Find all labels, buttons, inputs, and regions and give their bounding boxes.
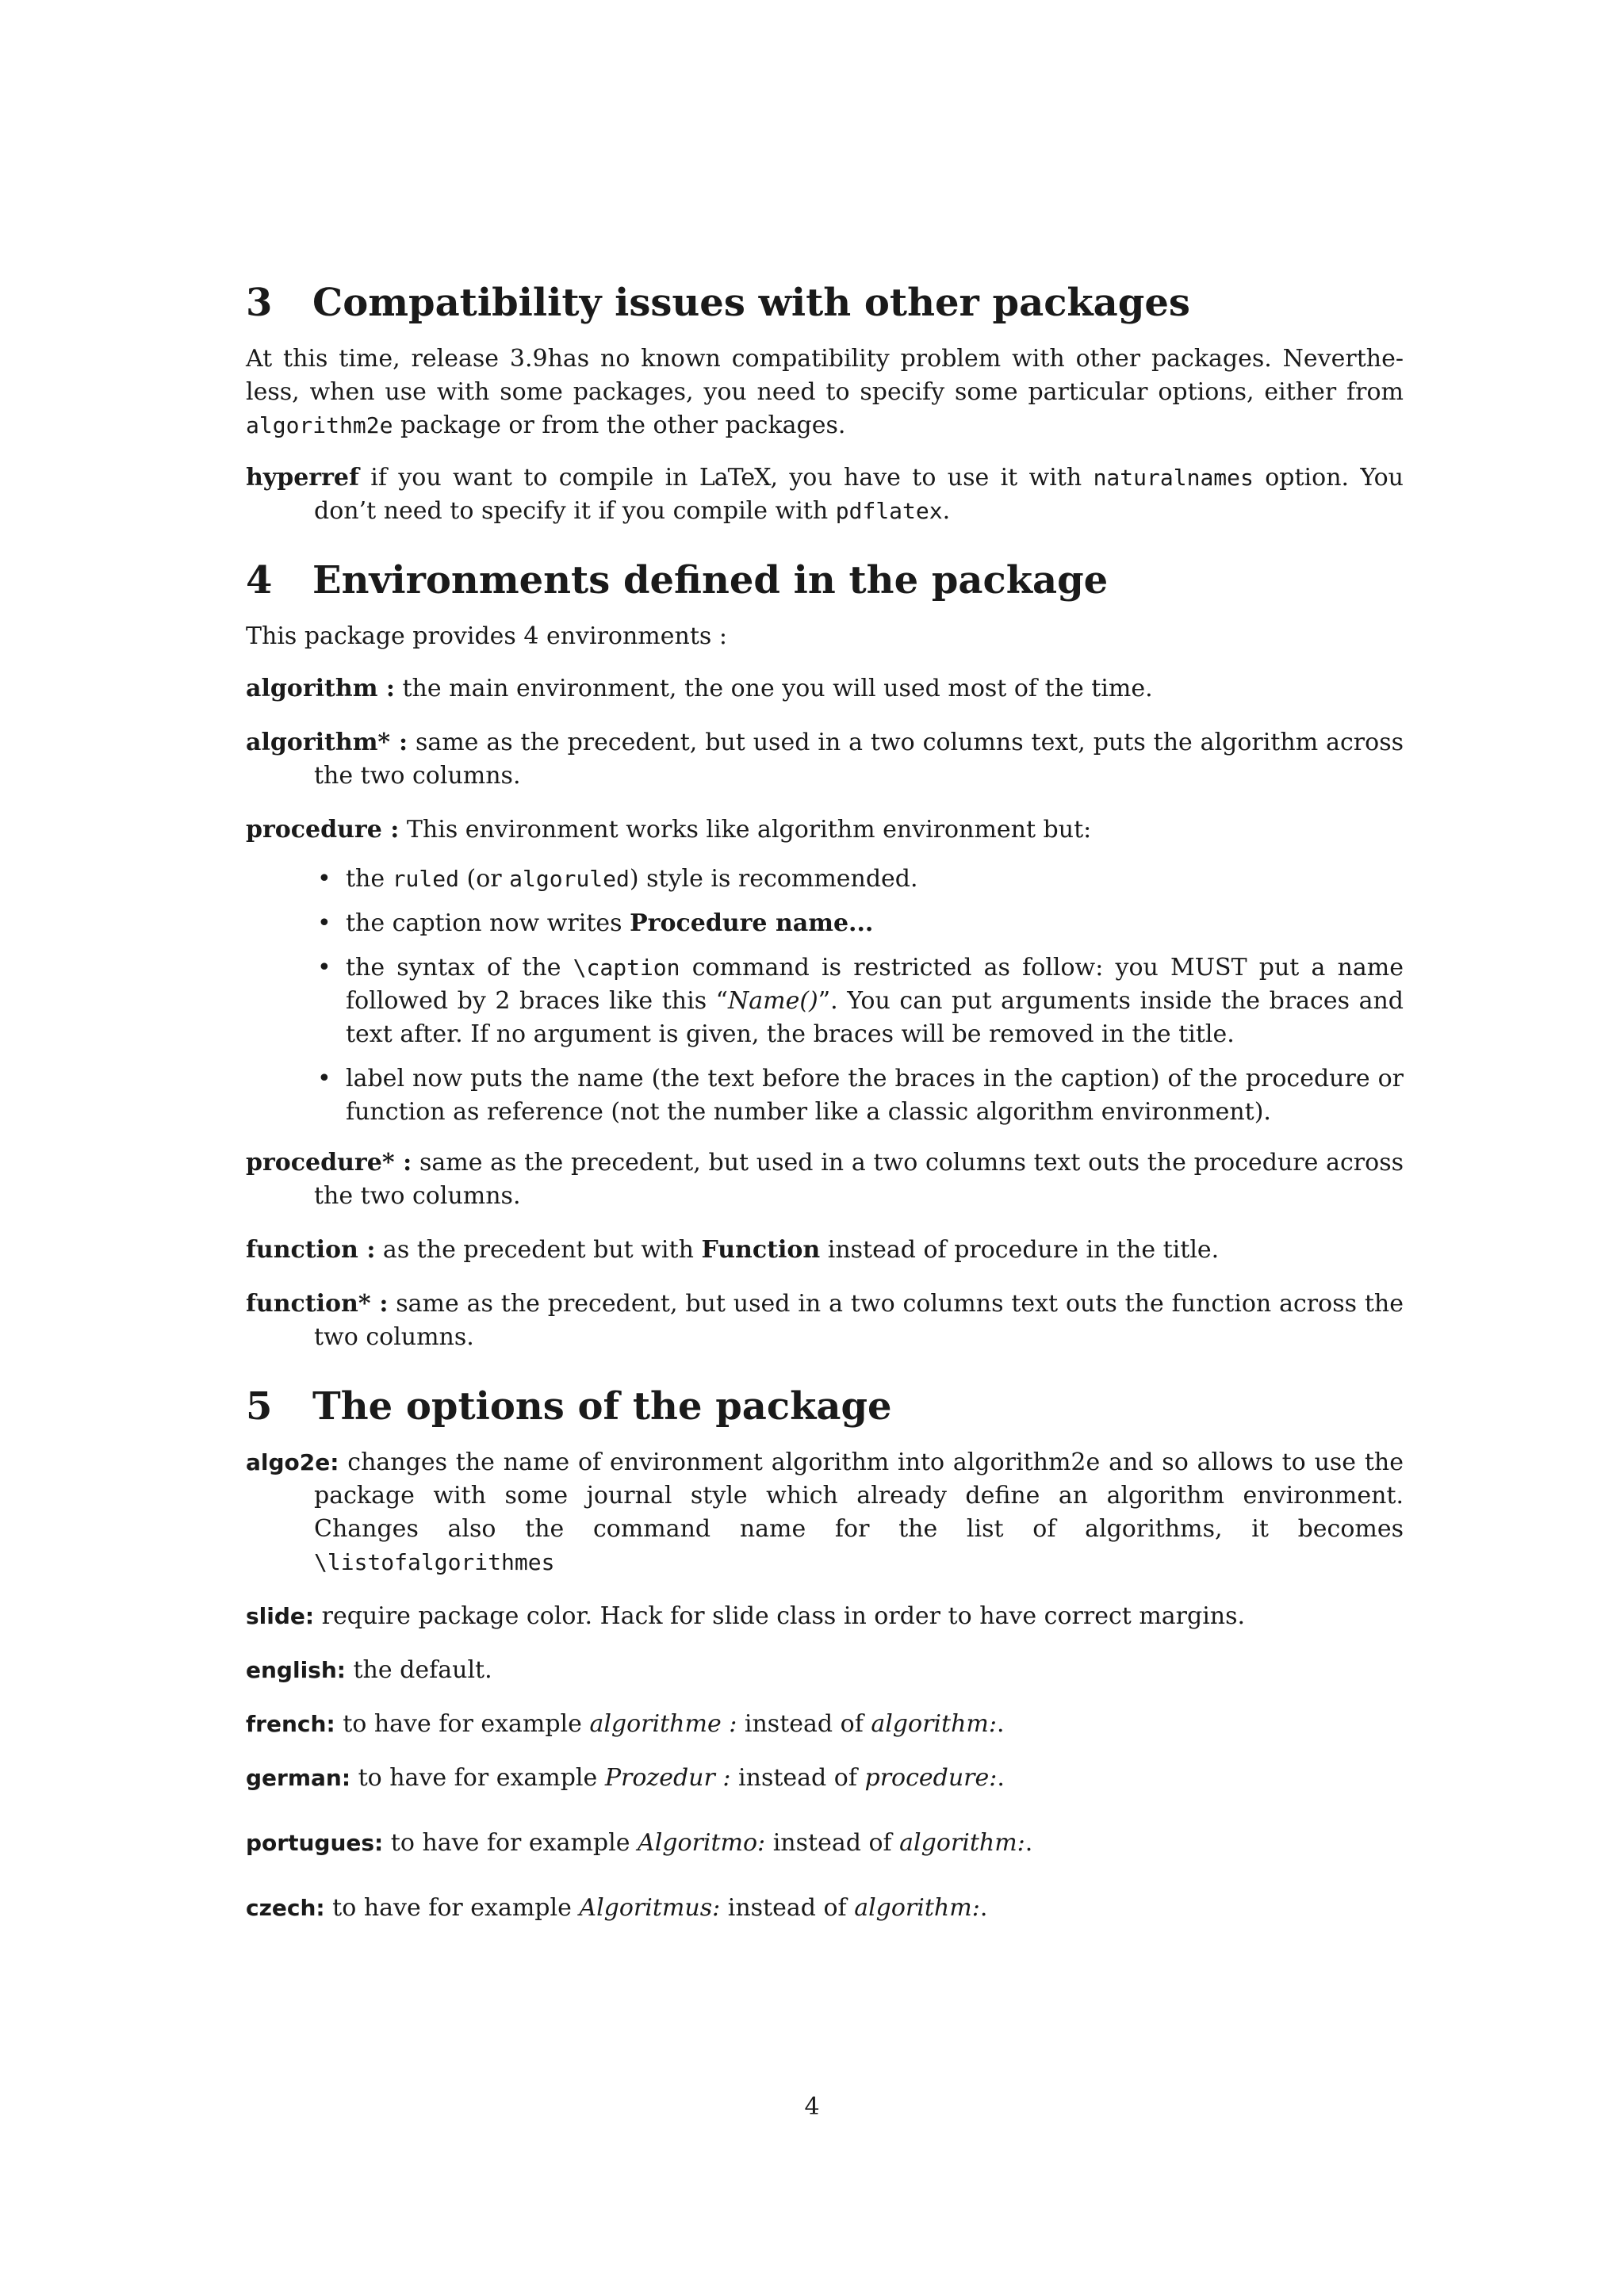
text: . bbox=[997, 1764, 1005, 1792]
term: procedure* : bbox=[246, 1149, 412, 1177]
description: same as the precedent, but used in a two columns text outs the function across the two columns. bbox=[314, 1290, 1404, 1351]
bold-text: Procedure name... bbox=[630, 909, 874, 937]
italic-text: algorithm: bbox=[899, 1829, 1025, 1857]
section-title: Environments defined in the package bbox=[312, 558, 1109, 603]
section-5-heading bbox=[246, 1383, 1404, 1430]
text: ) style is recommended. bbox=[629, 865, 918, 893]
section-3-heading bbox=[246, 279, 1404, 327]
text: instead of bbox=[737, 1710, 871, 1738]
italic-text: Prozedur : bbox=[604, 1764, 731, 1792]
term: function : bbox=[246, 1236, 376, 1264]
description: the default. bbox=[345, 1656, 492, 1684]
italic-text: algorithme : bbox=[589, 1710, 737, 1738]
text: command is restricted as follow: you MUST put a name followed by 2 braces like this “ bbox=[346, 954, 1404, 1015]
algo2e-option bbox=[246, 1446, 1404, 1579]
italic-text: Algoritmo: bbox=[638, 1829, 766, 1857]
text: package or from the other packages. bbox=[393, 411, 846, 439]
term: hyperref bbox=[246, 464, 359, 492]
code-text: pdflatex bbox=[835, 498, 943, 524]
description: same as the precedent, but used in a two columns text outs the procedure across the two columns. bbox=[314, 1149, 1404, 1210]
text: (or bbox=[458, 865, 510, 893]
list-item bbox=[346, 907, 1404, 940]
procedure-bullet-list bbox=[246, 863, 1404, 1129]
code-text: \listofalgorithmes bbox=[314, 1549, 555, 1575]
english-option bbox=[246, 1654, 1404, 1687]
section-4-heading bbox=[246, 557, 1404, 604]
algorithm-star-item bbox=[246, 726, 1404, 793]
algorithm-item bbox=[246, 672, 1404, 706]
description: This environment works like algorithm environment but: bbox=[399, 816, 1092, 844]
description: same as the precedent, but used in a two columns text, puts the algorithm across the two columns. bbox=[314, 729, 1404, 790]
code-text: algorithm2e bbox=[246, 412, 393, 438]
compat-paragraph bbox=[246, 342, 1404, 442]
procedure-star-item bbox=[246, 1146, 1404, 1213]
section-number: 3 bbox=[246, 281, 273, 325]
function-star-item bbox=[246, 1288, 1404, 1354]
code-text: algoruled bbox=[509, 866, 630, 892]
code-text: ruled bbox=[392, 866, 459, 892]
text: if you want to compile in bbox=[358, 464, 699, 492]
section-title: The options of the package bbox=[312, 1384, 892, 1429]
bold-text: Function bbox=[701, 1236, 821, 1264]
text: . bbox=[979, 1894, 988, 1922]
french-option bbox=[246, 1708, 1404, 1741]
section-title: Compatibility issues with other packages bbox=[312, 281, 1190, 325]
text: the syntax of the bbox=[346, 954, 573, 982]
text: , you have to use it with bbox=[770, 464, 1094, 492]
latex-logo: LaTeX bbox=[699, 464, 771, 492]
term: procedure : bbox=[246, 816, 400, 844]
code-text: naturalnames bbox=[1093, 465, 1254, 491]
portugues-option bbox=[246, 1827, 1404, 1860]
description: changes the name of environment algorithm into algorithm2e and so allows to use the package with some journal style which already define an algorithm environment. Changes also the command name for the list of algorithms, it becomes bbox=[314, 1448, 1404, 1543]
italic-text: Algoritmus: bbox=[579, 1894, 721, 1922]
list-item bbox=[346, 951, 1404, 1051]
czech-option bbox=[246, 1892, 1404, 1925]
text: instead of bbox=[730, 1764, 865, 1792]
term: function* : bbox=[246, 1290, 389, 1318]
environments-intro: This package provides 4 environments : bbox=[246, 622, 727, 650]
term: portugues: bbox=[246, 1830, 384, 1856]
text: . bbox=[942, 497, 951, 525]
term: algorithm : bbox=[246, 675, 395, 702]
term: french: bbox=[246, 1711, 335, 1737]
description: require package color. Hack for slide class in order to have correct margins. bbox=[314, 1602, 1246, 1630]
text: as the precedent but with bbox=[375, 1236, 702, 1264]
text: to have for example bbox=[324, 1894, 580, 1922]
italic-text: procedure: bbox=[864, 1764, 998, 1792]
text: the caption now writes bbox=[346, 909, 630, 937]
italic-text: algorithm: bbox=[854, 1894, 980, 1922]
german-option bbox=[246, 1762, 1404, 1795]
text: to have for example bbox=[335, 1710, 590, 1738]
italic-text: algorithm: bbox=[871, 1710, 997, 1738]
term: algorithm* : bbox=[246, 729, 408, 756]
term: algo2e: bbox=[246, 1449, 339, 1475]
text: the bbox=[346, 865, 393, 893]
list-item bbox=[346, 863, 1404, 896]
document-page bbox=[246, 279, 1404, 1946]
description: the main environment, the one you will used most of the time. bbox=[394, 675, 1153, 702]
section-number: 5 bbox=[246, 1384, 273, 1429]
procedure-item bbox=[246, 813, 1404, 847]
term: slide: bbox=[246, 1603, 315, 1629]
text: to have for example bbox=[350, 1764, 605, 1792]
text: instead of bbox=[720, 1894, 855, 1922]
term: czech: bbox=[246, 1895, 325, 1921]
page-number: 4 bbox=[804, 2093, 820, 2121]
text: At this time, release 3.9has no known compatibility problem with other packages. Neverthe-less, when use with some packages, you need to specify some particular options, either from bbox=[246, 345, 1404, 406]
italic-text: Name() bbox=[728, 987, 818, 1015]
function-item bbox=[246, 1234, 1404, 1267]
list-item: • label now puts the name (the text before the braces in the caption) of the procedure or function as reference (not the number like a classic algorithm environment). bbox=[346, 1062, 1404, 1129]
term: german: bbox=[246, 1765, 351, 1791]
text: . bbox=[996, 1710, 1005, 1738]
hyperref-item bbox=[246, 461, 1404, 528]
text: instead of procedure in the title. bbox=[820, 1236, 1220, 1264]
code-text: \caption bbox=[573, 955, 680, 981]
text: ”. You can put arguments inside the braces and text after. If no argument is given, the braces will be removed in the title. bbox=[346, 987, 1404, 1048]
text: option. You don’t need to specify it if you compile with bbox=[314, 464, 1404, 525]
text: . bbox=[1025, 1829, 1033, 1857]
text: instead of bbox=[765, 1829, 900, 1857]
text: to have for example bbox=[383, 1829, 638, 1857]
slide-option bbox=[246, 1600, 1404, 1633]
term: english: bbox=[246, 1657, 346, 1683]
section-number: 4 bbox=[246, 558, 273, 603]
